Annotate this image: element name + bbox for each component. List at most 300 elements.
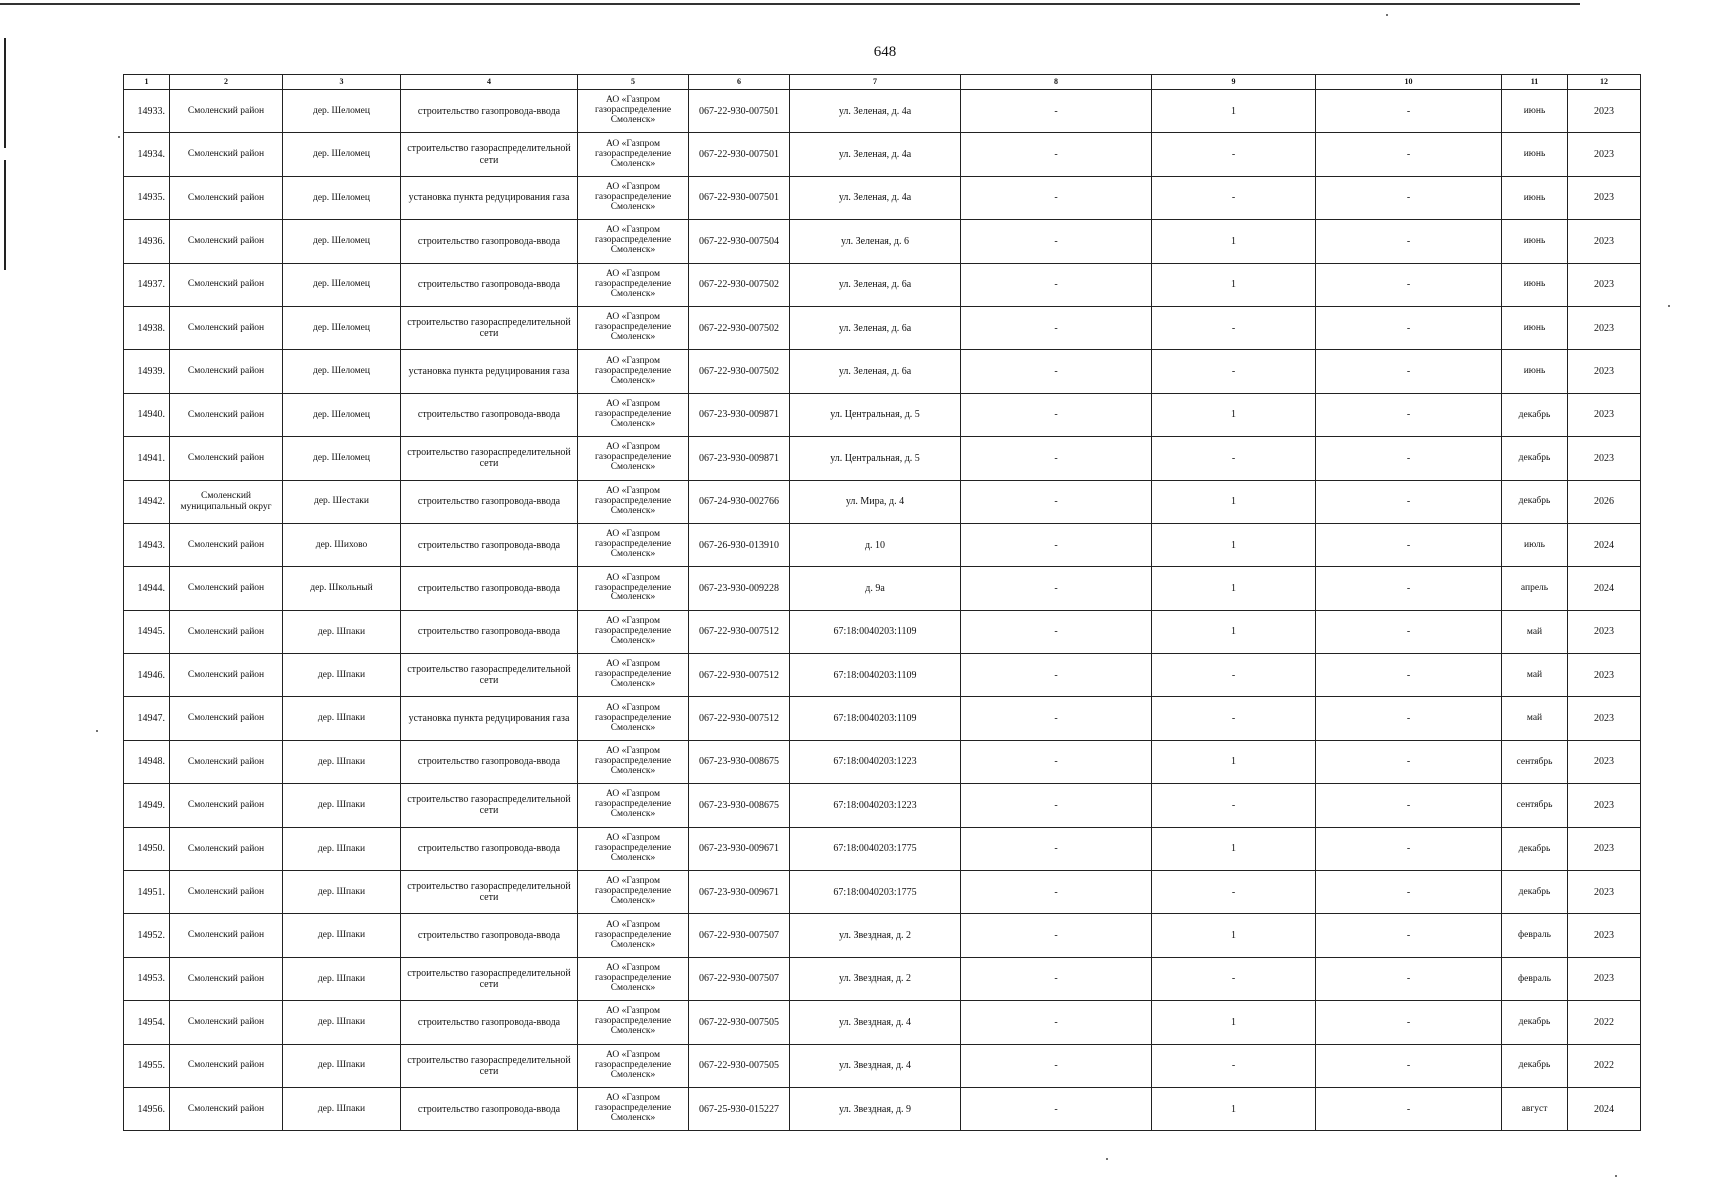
- col-8-value-cell: -: [961, 523, 1152, 566]
- col-8-value-cell: -: [961, 176, 1152, 219]
- col-9-value-cell: -: [1152, 654, 1316, 697]
- table-row: [124, 393, 1641, 436]
- request-number-cell: 067-25-930-015227: [689, 1087, 790, 1130]
- settlement-cell: дер. Шихово: [283, 523, 401, 566]
- table-row: [124, 827, 1641, 870]
- scan-speck: [1386, 14, 1388, 16]
- settlement-cell: дер. Шеломец: [283, 437, 401, 480]
- col-10-value-cell: -: [1316, 871, 1502, 914]
- settlement-cell: дер. Шпаки: [283, 1001, 401, 1044]
- col-9-value-cell: 1: [1152, 1001, 1316, 1044]
- address-cell: ул. Зеленая, д. 4а: [790, 90, 961, 133]
- address-cell: 67:18:0040203:1775: [790, 871, 961, 914]
- settlement-cell: дер. Шпаки: [283, 654, 401, 697]
- request-number-cell: 067-23-930-009228: [689, 567, 790, 610]
- month-cell: декабрь: [1502, 1044, 1568, 1087]
- settlement-cell: дер. Шеломец: [283, 176, 401, 219]
- col-9-value-cell: 1: [1152, 1087, 1316, 1130]
- request-number-cell: 067-23-930-009871: [689, 437, 790, 480]
- year-cell: 2023: [1568, 740, 1641, 783]
- organization-cell: АО «Газпром газораспределение Смоленск»: [578, 784, 689, 827]
- month-cell: декабрь: [1502, 480, 1568, 523]
- scan-speck: [1668, 305, 1670, 307]
- request-number-cell: 067-22-930-007502: [689, 350, 790, 393]
- district-cell: Смоленский район: [170, 1087, 283, 1130]
- scan-speck: [118, 136, 120, 138]
- request-number-cell: 067-23-930-009871: [689, 393, 790, 436]
- col-8-value-cell: -: [961, 133, 1152, 176]
- row-number-cell: 14952.: [124, 914, 170, 957]
- settlement-cell: дер. Шпаки: [283, 784, 401, 827]
- column-header-2: 2: [170, 75, 283, 90]
- organization-cell: АО «Газпром газораспределение Смоленск»: [578, 567, 689, 610]
- col-9-value-cell: -: [1152, 350, 1316, 393]
- operation-cell: установка пункта редуцирования газа: [401, 697, 578, 740]
- organization-cell: АО «Газпром газораспределение Смоленск»: [578, 914, 689, 957]
- settlement-cell: дер. Шпаки: [283, 1044, 401, 1087]
- col-9-value-cell: -: [1152, 697, 1316, 740]
- year-cell: 2023: [1568, 263, 1641, 306]
- row-number-cell: 14942.: [124, 480, 170, 523]
- organization-cell: АО «Газпром газораспределение Смоленск»: [578, 220, 689, 263]
- year-cell: 2023: [1568, 871, 1641, 914]
- col-9-value-cell: 1: [1152, 90, 1316, 133]
- row-number-cell: 14956.: [124, 1087, 170, 1130]
- col-10-value-cell: -: [1316, 914, 1502, 957]
- address-cell: д. 9а: [790, 567, 961, 610]
- settlement-cell: дер. Шеломец: [283, 306, 401, 349]
- district-cell: Смоленский район: [170, 871, 283, 914]
- request-number-cell: 067-22-930-007501: [689, 176, 790, 219]
- row-number-cell: 14955.: [124, 1044, 170, 1087]
- column-header-7: 7: [790, 75, 961, 90]
- table-row: [124, 610, 1641, 653]
- request-number-cell: 067-23-930-008675: [689, 784, 790, 827]
- request-number-cell: 067-23-930-009671: [689, 827, 790, 870]
- year-cell: 2023: [1568, 957, 1641, 1000]
- row-number-cell: 14953.: [124, 957, 170, 1000]
- request-number-cell: 067-22-930-007505: [689, 1001, 790, 1044]
- operation-cell: строительство газораспределительной сети: [401, 957, 578, 1000]
- col-9-value-cell: 1: [1152, 610, 1316, 653]
- request-number-cell: 067-22-930-007501: [689, 133, 790, 176]
- col-9-value-cell: 1: [1152, 567, 1316, 610]
- year-cell: 2023: [1568, 827, 1641, 870]
- address-cell: 67:18:0040203:1109: [790, 610, 961, 653]
- col-9-value-cell: 1: [1152, 523, 1316, 566]
- table-row: [124, 1001, 1641, 1044]
- operation-cell: строительство газопровода-ввода: [401, 1001, 578, 1044]
- month-cell: июнь: [1502, 350, 1568, 393]
- row-number-cell: 14947.: [124, 697, 170, 740]
- district-cell: Смоленский район: [170, 523, 283, 566]
- col-8-value-cell: -: [961, 437, 1152, 480]
- table-row: [124, 871, 1641, 914]
- organization-cell: АО «Газпром газораспределение Смоленск»: [578, 1001, 689, 1044]
- month-cell: май: [1502, 697, 1568, 740]
- scan-edge-mark: [4, 160, 6, 270]
- address-cell: 67:18:0040203:1109: [790, 697, 961, 740]
- col-8-value-cell: -: [961, 740, 1152, 783]
- col-8-value-cell: -: [961, 1044, 1152, 1087]
- operation-cell: установка пункта редуцирования газа: [401, 350, 578, 393]
- settlement-cell: дер. Шпаки: [283, 697, 401, 740]
- year-cell: 2023: [1568, 220, 1641, 263]
- col-8-value-cell: -: [961, 220, 1152, 263]
- month-cell: июнь: [1502, 133, 1568, 176]
- operation-cell: строительство газопровода-ввода: [401, 914, 578, 957]
- organization-cell: АО «Газпром газораспределение Смоленск»: [578, 1087, 689, 1130]
- col-8-value-cell: -: [961, 1001, 1152, 1044]
- request-number-cell: 067-22-930-007502: [689, 263, 790, 306]
- table-row: [124, 306, 1641, 349]
- col-9-value-cell: 1: [1152, 740, 1316, 783]
- organization-cell: АО «Газпром газораспределение Смоленск»: [578, 827, 689, 870]
- operation-cell: строительство газопровода-ввода: [401, 480, 578, 523]
- col-9-value-cell: -: [1152, 871, 1316, 914]
- month-cell: май: [1502, 654, 1568, 697]
- col-9-value-cell: -: [1152, 1044, 1316, 1087]
- organization-cell: АО «Газпром газораспределение Смоленск»: [578, 523, 689, 566]
- row-number-cell: 14943.: [124, 523, 170, 566]
- district-cell: Смоленский район: [170, 1044, 283, 1087]
- table-row: [124, 350, 1641, 393]
- year-cell: 2023: [1568, 784, 1641, 827]
- row-number-cell: 14939.: [124, 350, 170, 393]
- year-cell: 2023: [1568, 914, 1641, 957]
- col-10-value-cell: -: [1316, 1087, 1502, 1130]
- month-cell: декабрь: [1502, 393, 1568, 436]
- year-cell: 2023: [1568, 176, 1641, 219]
- district-cell: Смоленский район: [170, 437, 283, 480]
- settlement-cell: дер. Шеломец: [283, 263, 401, 306]
- operation-cell: строительство газопровода-ввода: [401, 90, 578, 133]
- settlement-cell: дер. Шеломец: [283, 220, 401, 263]
- row-number-cell: 14950.: [124, 827, 170, 870]
- page-number: 648: [873, 44, 897, 60]
- organization-cell: АО «Газпром газораспределение Смоленск»: [578, 90, 689, 133]
- col-8-value-cell: -: [961, 263, 1152, 306]
- address-cell: ул. Звездная, д. 4: [790, 1044, 961, 1087]
- col-10-value-cell: -: [1316, 306, 1502, 349]
- year-cell: 2022: [1568, 1001, 1641, 1044]
- month-cell: август: [1502, 1087, 1568, 1130]
- district-cell: Смоленский район: [170, 697, 283, 740]
- col-10-value-cell: -: [1316, 523, 1502, 566]
- district-cell: Смоленский район: [170, 827, 283, 870]
- operation-cell: установка пункта редуцирования газа: [401, 176, 578, 219]
- month-cell: июнь: [1502, 220, 1568, 263]
- request-number-cell: 067-22-930-007512: [689, 654, 790, 697]
- address-cell: ул. Зеленая, д. 4а: [790, 133, 961, 176]
- year-cell: 2024: [1568, 523, 1641, 566]
- district-cell: Смоленский район: [170, 957, 283, 1000]
- address-cell: ул. Центральная, д. 5: [790, 393, 961, 436]
- table-row: [124, 437, 1641, 480]
- month-cell: июнь: [1502, 90, 1568, 133]
- table-row: [124, 654, 1641, 697]
- col-10-value-cell: -: [1316, 133, 1502, 176]
- col-10-value-cell: -: [1316, 827, 1502, 870]
- col-10-value-cell: -: [1316, 654, 1502, 697]
- district-cell: Смоленский район: [170, 176, 283, 219]
- row-number-cell: 14941.: [124, 437, 170, 480]
- month-cell: сентябрь: [1502, 784, 1568, 827]
- gasification-register-table: [123, 74, 1641, 1131]
- month-cell: декабрь: [1502, 827, 1568, 870]
- scan-speck: [1615, 1175, 1617, 1177]
- col-10-value-cell: -: [1316, 480, 1502, 523]
- district-cell: Смоленский район: [170, 350, 283, 393]
- request-number-cell: 067-23-930-009671: [689, 871, 790, 914]
- district-cell: Смоленский район: [170, 90, 283, 133]
- row-number-cell: 14935.: [124, 176, 170, 219]
- request-number-cell: 067-22-930-007501: [689, 90, 790, 133]
- settlement-cell: дер. Шпаки: [283, 610, 401, 653]
- table-row: [124, 90, 1641, 133]
- request-number-cell: 067-22-930-007512: [689, 697, 790, 740]
- row-number-cell: 14945.: [124, 610, 170, 653]
- organization-cell: АО «Газпром газораспределение Смоленск»: [578, 263, 689, 306]
- col-8-value-cell: -: [961, 610, 1152, 653]
- address-cell: ул. Звездная, д. 4: [790, 1001, 961, 1044]
- col-8-value-cell: -: [961, 567, 1152, 610]
- col-8-value-cell: -: [961, 957, 1152, 1000]
- settlement-cell: дер. Шеломец: [283, 133, 401, 176]
- col-9-value-cell: -: [1152, 784, 1316, 827]
- row-number-cell: 14954.: [124, 1001, 170, 1044]
- col-8-value-cell: -: [961, 90, 1152, 133]
- col-9-value-cell: 1: [1152, 263, 1316, 306]
- col-10-value-cell: -: [1316, 1001, 1502, 1044]
- col-10-value-cell: -: [1316, 176, 1502, 219]
- organization-cell: АО «Газпром газораспределение Смоленск»: [578, 1044, 689, 1087]
- address-cell: д. 10: [790, 523, 961, 566]
- year-cell: 2024: [1568, 1087, 1641, 1130]
- month-cell: декабрь: [1502, 437, 1568, 480]
- top-border-line: [0, 3, 1580, 5]
- col-10-value-cell: -: [1316, 784, 1502, 827]
- col-8-value-cell: -: [961, 871, 1152, 914]
- request-number-cell: 067-24-930-002766: [689, 480, 790, 523]
- address-cell: 67:18:0040203:1109: [790, 654, 961, 697]
- organization-cell: АО «Газпром газораспределение Смоленск»: [578, 697, 689, 740]
- year-cell: 2023: [1568, 133, 1641, 176]
- row-number-cell: 14937.: [124, 263, 170, 306]
- operation-cell: строительство газораспределительной сети: [401, 871, 578, 914]
- col-9-value-cell: -: [1152, 437, 1316, 480]
- organization-cell: АО «Газпром газораспределение Смоленск»: [578, 176, 689, 219]
- col-10-value-cell: -: [1316, 220, 1502, 263]
- col-8-value-cell: -: [961, 393, 1152, 436]
- settlement-cell: дер. Шеломец: [283, 393, 401, 436]
- row-number-cell: 14933.: [124, 90, 170, 133]
- district-cell: Смоленский район: [170, 567, 283, 610]
- address-cell: ул. Зеленая, д. 6а: [790, 350, 961, 393]
- operation-cell: строительство газопровода-ввода: [401, 740, 578, 783]
- table-row: [124, 957, 1641, 1000]
- request-number-cell: 067-23-930-008675: [689, 740, 790, 783]
- address-cell: ул. Звездная, д. 2: [790, 914, 961, 957]
- request-number-cell: 067-22-930-007512: [689, 610, 790, 653]
- col-10-value-cell: -: [1316, 957, 1502, 1000]
- operation-cell: строительство газораспределительной сети: [401, 1044, 578, 1087]
- organization-cell: АО «Газпром газораспределение Смоленск»: [578, 610, 689, 653]
- col-9-value-cell: -: [1152, 306, 1316, 349]
- district-cell: Смоленский район: [170, 610, 283, 653]
- year-cell: 2023: [1568, 437, 1641, 480]
- month-cell: май: [1502, 610, 1568, 653]
- month-cell: июль: [1502, 523, 1568, 566]
- address-cell: ул. Звездная, д. 9: [790, 1087, 961, 1130]
- request-number-cell: 067-22-930-007504: [689, 220, 790, 263]
- operation-cell: строительство газопровода-ввода: [401, 567, 578, 610]
- operation-cell: строительство газопровода-ввода: [401, 220, 578, 263]
- column-number-row: [124, 75, 1641, 90]
- address-cell: 67:18:0040203:1223: [790, 740, 961, 783]
- col-9-value-cell: 1: [1152, 480, 1316, 523]
- address-cell: ул. Зеленая, д. 6: [790, 220, 961, 263]
- district-cell: Смоленский район: [170, 220, 283, 263]
- year-cell: 2023: [1568, 697, 1641, 740]
- address-cell: 67:18:0040203:1223: [790, 784, 961, 827]
- settlement-cell: дер. Шпаки: [283, 827, 401, 870]
- month-cell: сентябрь: [1502, 740, 1568, 783]
- table-row: [124, 914, 1641, 957]
- organization-cell: АО «Газпром газораспределение Смоленск»: [578, 740, 689, 783]
- district-cell: Смоленский район: [170, 784, 283, 827]
- col-8-value-cell: -: [961, 784, 1152, 827]
- organization-cell: АО «Газпром газораспределение Смоленск»: [578, 480, 689, 523]
- organization-cell: АО «Газпром газораспределение Смоленск»: [578, 350, 689, 393]
- column-header-4: 4: [401, 75, 578, 90]
- col-10-value-cell: -: [1316, 263, 1502, 306]
- column-header-1: 1: [124, 75, 170, 90]
- year-cell: 2022: [1568, 1044, 1641, 1087]
- scan-speck: [96, 730, 98, 732]
- col-8-value-cell: -: [961, 654, 1152, 697]
- operation-cell: строительство газораспределительной сети: [401, 133, 578, 176]
- request-number-cell: 067-22-930-007505: [689, 1044, 790, 1087]
- column-header-3: 3: [283, 75, 401, 90]
- organization-cell: АО «Газпром газораспределение Смоленск»: [578, 393, 689, 436]
- district-cell: Смоленский район: [170, 740, 283, 783]
- table-row: [124, 263, 1641, 306]
- settlement-cell: дер. Шпаки: [283, 871, 401, 914]
- address-cell: ул. Звездная, д. 2: [790, 957, 961, 1000]
- operation-cell: строительство газопровода-ввода: [401, 827, 578, 870]
- organization-cell: АО «Газпром газораспределение Смоленск»: [578, 133, 689, 176]
- district-cell: Смоленский район: [170, 914, 283, 957]
- table-body: [124, 90, 1641, 1131]
- year-cell: 2023: [1568, 90, 1641, 133]
- district-cell: Смоленский район: [170, 1001, 283, 1044]
- col-8-value-cell: -: [961, 306, 1152, 349]
- column-header-9: 9: [1152, 75, 1316, 90]
- table-row: [124, 523, 1641, 566]
- year-cell: 2026: [1568, 480, 1641, 523]
- settlement-cell: дер. Шпаки: [283, 740, 401, 783]
- column-header-11: 11: [1502, 75, 1568, 90]
- column-header-6: 6: [689, 75, 790, 90]
- district-cell: Смоленский район: [170, 306, 283, 349]
- month-cell: февраль: [1502, 914, 1568, 957]
- operation-cell: строительство газораспределительной сети: [401, 784, 578, 827]
- request-number-cell: 067-22-930-007507: [689, 914, 790, 957]
- operation-cell: строительство газопровода-ввода: [401, 523, 578, 566]
- col-9-value-cell: -: [1152, 957, 1316, 1000]
- col-8-value-cell: -: [961, 1087, 1152, 1130]
- address-cell: ул. Зеленая, д. 6а: [790, 263, 961, 306]
- col-9-value-cell: 1: [1152, 914, 1316, 957]
- row-number-cell: 14944.: [124, 567, 170, 610]
- col-9-value-cell: -: [1152, 133, 1316, 176]
- table-row: [124, 1087, 1641, 1130]
- district-cell: Смоленский район: [170, 393, 283, 436]
- address-cell: 67:18:0040203:1775: [790, 827, 961, 870]
- row-number-cell: 14949.: [124, 784, 170, 827]
- row-number-cell: 14936.: [124, 220, 170, 263]
- settlement-cell: дер. Шпаки: [283, 1087, 401, 1130]
- col-8-value-cell: -: [961, 697, 1152, 740]
- row-number-cell: 14948.: [124, 740, 170, 783]
- district-cell: Смоленский район: [170, 133, 283, 176]
- col-8-value-cell: -: [961, 350, 1152, 393]
- table-row: [124, 567, 1641, 610]
- organization-cell: АО «Газпром газораспределение Смоленск»: [578, 871, 689, 914]
- settlement-cell: дер. Шпаки: [283, 957, 401, 1000]
- address-cell: ул. Зеленая, д. 4а: [790, 176, 961, 219]
- organization-cell: АО «Газпром газораспределение Смоленск»: [578, 306, 689, 349]
- col-9-value-cell: 1: [1152, 393, 1316, 436]
- year-cell: 2023: [1568, 610, 1641, 653]
- month-cell: июнь: [1502, 306, 1568, 349]
- col-10-value-cell: -: [1316, 740, 1502, 783]
- operation-cell: строительство газопровода-ввода: [401, 610, 578, 653]
- col-9-value-cell: 1: [1152, 827, 1316, 870]
- settlement-cell: дер. Шестаки: [283, 480, 401, 523]
- month-cell: июнь: [1502, 263, 1568, 306]
- month-cell: апрель: [1502, 567, 1568, 610]
- column-header-8: 8: [961, 75, 1152, 90]
- col-8-value-cell: -: [961, 914, 1152, 957]
- operation-cell: строительство газораспределительной сети: [401, 654, 578, 697]
- table-row: [124, 697, 1641, 740]
- row-number-cell: 14934.: [124, 133, 170, 176]
- col-10-value-cell: -: [1316, 567, 1502, 610]
- col-10-value-cell: -: [1316, 350, 1502, 393]
- month-cell: декабрь: [1502, 871, 1568, 914]
- row-number-cell: 14946.: [124, 654, 170, 697]
- col-8-value-cell: -: [961, 480, 1152, 523]
- row-number-cell: 14938.: [124, 306, 170, 349]
- col-10-value-cell: -: [1316, 437, 1502, 480]
- settlement-cell: дер. Шпаки: [283, 914, 401, 957]
- address-cell: ул. Центральная, д. 5: [790, 437, 961, 480]
- column-header-5: 5: [578, 75, 689, 90]
- column-header-12: 12: [1568, 75, 1641, 90]
- year-cell: 2023: [1568, 654, 1641, 697]
- column-header-10: 10: [1316, 75, 1502, 90]
- col-8-value-cell: -: [961, 827, 1152, 870]
- col-10-value-cell: -: [1316, 90, 1502, 133]
- table-row: [124, 1044, 1641, 1087]
- operation-cell: строительство газопровода-ввода: [401, 393, 578, 436]
- organization-cell: АО «Газпром газораспределение Смоленск»: [578, 957, 689, 1000]
- table-row: [124, 176, 1641, 219]
- col-10-value-cell: -: [1316, 697, 1502, 740]
- col-10-value-cell: -: [1316, 1044, 1502, 1087]
